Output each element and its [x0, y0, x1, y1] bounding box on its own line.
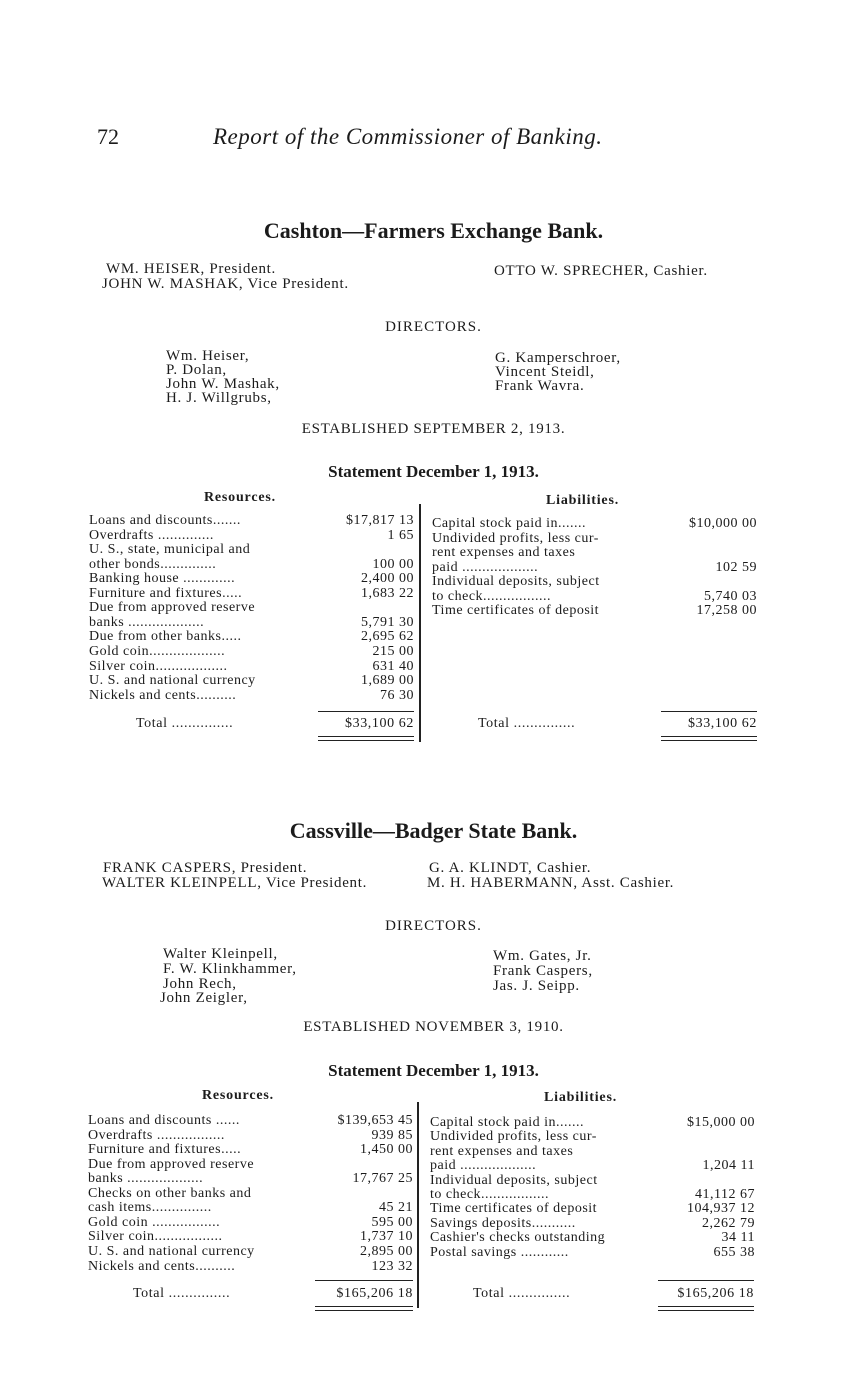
ledger-label: Capital stock paid in.......: [432, 516, 586, 531]
liabilities-heading: Liabilities.: [544, 1090, 617, 1105]
director-name: Jas. J. Seipp.: [493, 978, 580, 994]
ledger-row: [89, 513, 414, 528]
ledger-amount: 215 00: [372, 643, 414, 659]
ledger-row: [430, 1245, 755, 1259]
ledger-label: paid ...................: [432, 559, 539, 575]
ledger-label: Banking house .............: [89, 571, 236, 587]
directors-heading: DIRECTORS.: [385, 319, 482, 335]
ledger-row: [89, 615, 414, 630]
director-name: F. W. Klinkhammer,: [163, 961, 297, 977]
ledger-row: [89, 586, 414, 601]
ledger-label: Individual deposits, subject: [432, 574, 600, 590]
ledger-row: [88, 1259, 413, 1274]
ledger-label: Nickels and cents..........: [89, 687, 237, 703]
ledger-amount: 631 40: [372, 658, 414, 674]
resources-total-label: Total ...............: [136, 716, 234, 731]
double-rule: [318, 736, 414, 737]
ledger-row: [89, 571, 414, 586]
ledger-row: [89, 629, 414, 644]
director-name: Wm. Heiser,: [166, 348, 250, 364]
ledger-row: [89, 688, 414, 703]
ledger-label: Time certificates of deposit: [430, 1201, 598, 1217]
ledger-amount: 100 00: [372, 556, 414, 572]
ledger-row: [88, 1200, 413, 1215]
ledger-label: Nickels and cents..........: [88, 1258, 236, 1274]
ledger-row: [432, 545, 757, 560]
liabilities-total: $33,100 62: [688, 716, 757, 731]
ledger-label: U. S. and national currency: [89, 673, 256, 689]
running-title: Report of the Commissioner of Banking.: [213, 124, 603, 149]
ledger-amount: 655 38: [713, 1244, 755, 1260]
ledger-row: [89, 528, 414, 543]
column-divider: [419, 504, 421, 742]
director-name: Walter Kleinpell,: [163, 946, 278, 962]
statement-heading: Statement December 1, 1913.: [328, 462, 539, 481]
ledger-label: Individual deposits, subject: [430, 1172, 598, 1188]
ledger-label: other bonds..............: [89, 556, 217, 572]
director-name: Frank Caspers,: [493, 963, 593, 979]
ledger-label: Due from other banks.....: [89, 629, 242, 645]
ledger-amount: 2,262 79: [702, 1215, 755, 1231]
ledger-row: [88, 1244, 413, 1259]
ledger-row: [430, 1129, 755, 1143]
ledger-row: [88, 1157, 413, 1172]
director-name: John Zeigler,: [160, 990, 248, 1006]
ledger-row: [432, 603, 757, 618]
ledger-label: rent expenses and taxes: [430, 1143, 574, 1159]
ledger-label: Furniture and fixtures.....: [89, 585, 243, 601]
ledger-row: [88, 1142, 413, 1157]
ledger-label: Checks on other banks and: [88, 1185, 252, 1201]
ledger-row: [432, 589, 757, 604]
director-name: Frank Wavra.: [495, 378, 585, 394]
ledger-amount: 123 32: [371, 1258, 413, 1274]
liabilities-total: $165,206 18: [677, 1286, 754, 1301]
sum-rule: [318, 711, 414, 712]
officer-cashier: G. A. KLINDT, Cashier.: [429, 860, 592, 876]
ledger-row: [88, 1186, 413, 1201]
sum-rule: [658, 1280, 754, 1281]
ledger-row: [430, 1115, 755, 1129]
ledger-label: banks ...................: [89, 614, 205, 630]
ledger-label: Gold coin .................: [88, 1214, 221, 1230]
ledger-amount: 34 11: [721, 1230, 755, 1246]
ledger-label: Undivided profits, less cur-: [430, 1129, 597, 1145]
ledger-row: [432, 531, 757, 546]
double-rule: [661, 740, 757, 741]
ledger-row: [88, 1215, 413, 1230]
resources-total: $165,206 18: [336, 1286, 413, 1301]
ledger-label: cash items...............: [88, 1200, 212, 1216]
established-date: ESTABLISHED NOVEMBER 3, 1910.: [303, 1019, 564, 1035]
ledger-label: Postal savings ............: [430, 1244, 569, 1260]
resources-heading: Resources.: [204, 490, 276, 505]
ledger-label: Overdrafts .................: [88, 1127, 225, 1143]
ledger-row: [89, 673, 414, 688]
ledger-row: [432, 560, 757, 575]
ledger-amount: $17,817 13: [346, 513, 414, 528]
director-name: John W. Mashak,: [166, 376, 280, 392]
ledger-amount: 1,204 11: [702, 1158, 755, 1174]
established-date: ESTABLISHED SEPTEMBER 2, 1913.: [301, 421, 566, 437]
ledger-amount: 2,895 00: [360, 1243, 413, 1259]
resources-total: $33,100 62: [345, 716, 414, 731]
ledger-row: [432, 516, 757, 531]
ledger-amount: 17,258 00: [696, 603, 757, 619]
ledger-row: [89, 659, 414, 674]
ledger-row: [432, 574, 757, 589]
ledger-label: Loans and discounts.......: [89, 513, 241, 528]
directors-heading: DIRECTORS.: [385, 918, 482, 934]
ledger-row: [89, 600, 414, 615]
bank-title: Cassville—Badger State Bank.: [289, 818, 578, 843]
ledger-label: Silver coin.................: [88, 1229, 223, 1245]
officer-president: WM. HEISER, President.: [106, 261, 276, 277]
ledger-label: Undivided profits, less cur-: [432, 530, 599, 546]
ledger-amount: $15,000 00: [687, 1115, 755, 1130]
ledger-amount: 5,791 30: [361, 614, 414, 630]
ledger-amount: 1,689 00: [361, 673, 414, 689]
double-rule: [658, 1310, 754, 1311]
ledger-amount: $139,653 45: [337, 1113, 413, 1128]
ledger-amount: 17,767 25: [352, 1171, 413, 1187]
double-rule: [318, 740, 414, 741]
ledger-label: Time certificates of deposit: [432, 603, 600, 619]
ledger-label: Capital stock paid in.......: [430, 1115, 584, 1130]
ledger-label: Savings deposits...........: [430, 1215, 576, 1231]
ledger-amount: 1,683 22: [361, 585, 414, 601]
ledger-row: [430, 1144, 755, 1158]
double-rule: [315, 1310, 413, 1311]
ledger-label: Gold coin...................: [89, 643, 226, 659]
ledger-amount: 2,695 62: [361, 629, 414, 645]
ledger-label: Due from approved reserve: [88, 1156, 255, 1172]
ledger-row: [88, 1229, 413, 1244]
officer-vice-president: WALTER KLEINPELL, Vice President.: [102, 875, 368, 891]
ledger-row: [430, 1158, 755, 1172]
ledger-row: [89, 644, 414, 659]
statement-heading: Statement December 1, 1913.: [328, 1061, 539, 1080]
director-name: G. Kamperschroer,: [495, 350, 621, 366]
ledger-row: [430, 1173, 755, 1187]
ledger-row: [88, 1113, 413, 1128]
officer-cashier: OTTO W. SPRECHER, Cashier.: [494, 263, 708, 279]
ledger-amount: 2,400 00: [361, 571, 414, 587]
ledger-label: Cashier's checks outstanding: [430, 1230, 606, 1246]
ledger-row: [88, 1128, 413, 1143]
ledger-amount: 45 21: [379, 1200, 413, 1216]
ledger-label: Due from approved reserve: [89, 600, 256, 616]
ledger-label: to check.................: [430, 1187, 550, 1202]
officer-vice-president: JOHN W. MASHAK, Vice President.: [102, 276, 349, 292]
ledger-row: [430, 1201, 755, 1215]
double-rule: [315, 1306, 413, 1307]
liabilities-total-label: Total ...............: [478, 716, 576, 731]
ledger-label: to check.................: [432, 588, 552, 604]
liabilities-heading: Liabilities.: [546, 493, 619, 508]
double-rule: [658, 1306, 754, 1307]
ledger-amount: 76 30: [380, 687, 414, 703]
ledger-label: Loans and discounts ......: [88, 1113, 240, 1128]
ledger-amount: 1,737 10: [360, 1229, 413, 1245]
ledger-row: [430, 1230, 755, 1244]
ledger-row: [89, 557, 414, 572]
bank-title: Cashton—Farmers Exchange Bank.: [263, 218, 604, 243]
ledger-amount: 595 00: [371, 1214, 413, 1230]
liabilities-total-label: Total ...............: [473, 1286, 571, 1301]
ledger-amount: 939 85: [371, 1127, 413, 1143]
sum-rule: [661, 711, 757, 712]
director-name: H. J. Willgrubs,: [166, 390, 272, 406]
ledger-amount: 102 59: [715, 559, 757, 575]
ledger-label: Furniture and fixtures.....: [88, 1142, 242, 1158]
director-name: Wm. Gates, Jr.: [493, 948, 592, 964]
director-name: P. Dolan,: [166, 362, 227, 378]
director-name: Vincent Steidl,: [495, 364, 595, 380]
director-name: John Rech,: [163, 976, 237, 992]
sum-rule: [315, 1280, 413, 1281]
ledger-label: U. S., state, municipal and: [89, 542, 251, 558]
double-rule: [661, 736, 757, 737]
ledger-row: [88, 1171, 413, 1186]
ledger-row: [430, 1216, 755, 1230]
ledger-label: banks ...................: [88, 1171, 204, 1187]
officer-president: FRANK CASPERS, President.: [103, 860, 308, 876]
officer-asst-cashier: M. H. HABERMANN, Asst. Cashier.: [427, 875, 675, 891]
ledger-amount: 1,450 00: [360, 1142, 413, 1158]
column-divider: [417, 1102, 419, 1308]
page-number: 72: [97, 124, 119, 149]
ledger-amount: $10,000 00: [689, 516, 757, 531]
ledger-row: [430, 1187, 755, 1201]
ledger-amount: 1 65: [387, 527, 414, 543]
ledger-amount: 41,112 67: [695, 1187, 755, 1202]
ledger-row: [89, 542, 414, 557]
resources-heading: Resources.: [202, 1088, 274, 1103]
ledger-amount: 104,937 12: [687, 1201, 755, 1217]
ledger-label: rent expenses and taxes: [432, 545, 576, 561]
ledger-label: Silver coin..................: [89, 658, 228, 674]
ledger-label: U. S. and national currency: [88, 1243, 255, 1259]
ledger-label: paid ...................: [430, 1158, 537, 1174]
resources-total-label: Total ...............: [133, 1286, 231, 1301]
ledger-amount: 5,740 03: [704, 588, 757, 604]
ledger-label: Overdrafts ..............: [89, 527, 214, 543]
